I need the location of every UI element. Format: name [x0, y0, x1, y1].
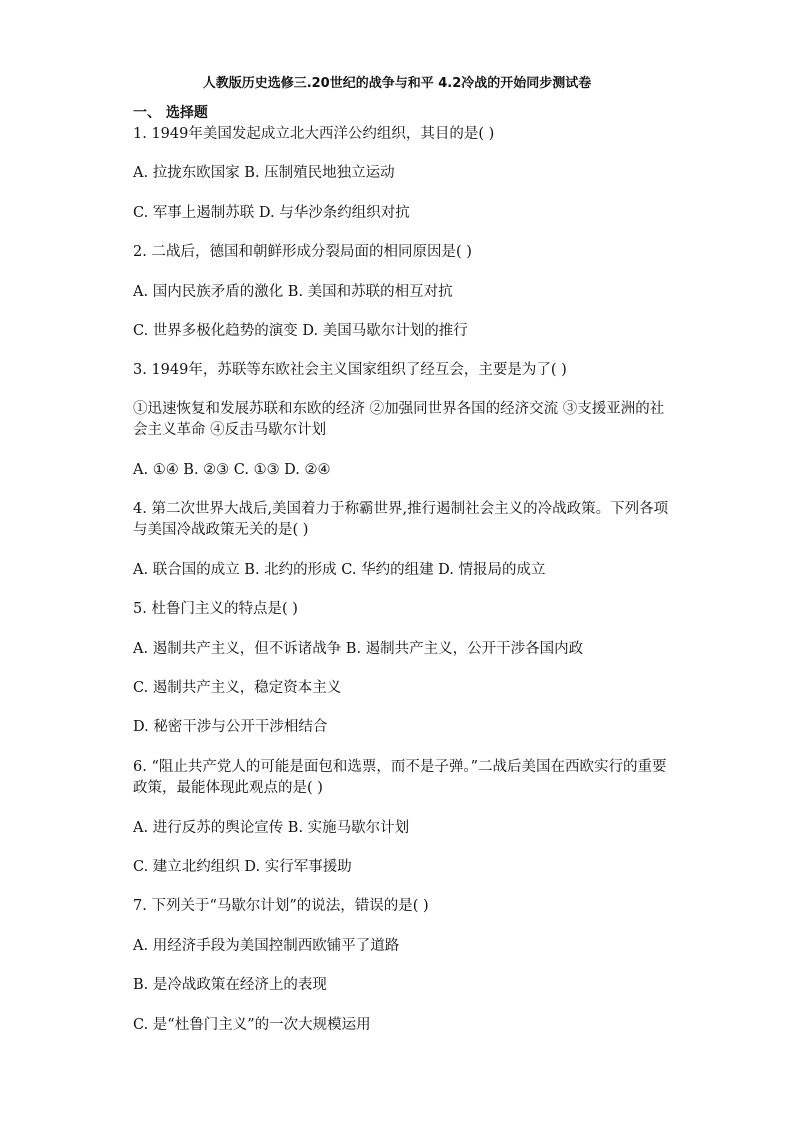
- question-5-option-d: D. 秘密干涉与公开干涉相结合: [133, 719, 328, 735]
- question-5-options-ab: A. 遏制共产主义，但不诉诸战争 B. 遏制共产主义，公开干涉各国内政: [133, 641, 584, 657]
- question-7-option-c: C. 是“杜鲁门主义”的一次大规模运用: [133, 1017, 371, 1033]
- question-1-options-ab: A. 拉拢东欧国家 B. 压制殖民地独立运动: [133, 165, 395, 181]
- question-3-options: A. ①④ B. ②③ C. ①③ D. ②④: [133, 462, 331, 478]
- question-2-options-cd: C. 世界多极化趋势的演变 D. 美国马歇尔计划的推行: [133, 323, 468, 339]
- document-title: 人教版历史选修三.20世纪的战争与和平 4.2冷战的开始同步测试卷: [202, 76, 592, 91]
- question-1-stem: 1. 1949年美国发起成立北大西洋公约组织，其目的是( ): [133, 126, 495, 142]
- question-4-options: A. 联合国的成立 B. 北约的形成 C. 华约的组建 D. 情报局的成立: [133, 562, 546, 578]
- question-6-options-ab: A. 进行反苏的舆论宣传 B. 实施马歇尔计划: [133, 820, 410, 836]
- question-2-stem: 2. 二战后，德国和朝鲜形成分裂局面的相同原因是( ): [133, 244, 472, 260]
- question-6-options-cd: C. 建立北约组织 D. 实行军事援助: [133, 859, 352, 875]
- question-6-stem: 6. “阻止共产党人的可能是面包和选票，而不是子弹。”二战后美国在西欧实行的重要政策，最能体现此观点的是( ): [133, 759, 667, 796]
- question-3-stem: 3. 1949年，苏联等东欧社会主义国家组织了经互会，主要是为了( ): [133, 362, 567, 378]
- section-heading: 一、 选择题: [133, 105, 208, 121]
- question-5-option-c: C. 遏制共产主义，稳定资本主义: [133, 680, 342, 696]
- question-3-statements: ①迅速恢复和发展苏联和东欧的经济 ②加强同世界各国的经济交流 ③支援亚洲的社会主义革命 ④反击马歇尔计划: [133, 401, 665, 438]
- question-7-stem: 7. 下列关于“马歇尔计划”的说法，错误的是( ): [133, 898, 429, 914]
- question-4-stem: 4. 第二次世界大战后,美国着力于称霸世界,推行遏制社会主义的冷战政策。下列各项与美国冷战政策无关的是( ): [133, 501, 669, 538]
- question-7-option-a: A. 用经济手段为美国控制西欧铺平了道路: [133, 938, 400, 954]
- question-1-options-cd: C. 军事上遏制苏联 D. 与华沙条约组织对抗: [133, 205, 410, 221]
- question-5-stem: 5. 杜鲁门主义的特点是( ): [133, 601, 298, 617]
- question-7-option-b: B. 是冷战政策在经济上的表现: [133, 977, 327, 993]
- question-2-options-ab: A. 国内民族矛盾的激化 B. 美国和苏联的相互对抗: [133, 284, 453, 300]
